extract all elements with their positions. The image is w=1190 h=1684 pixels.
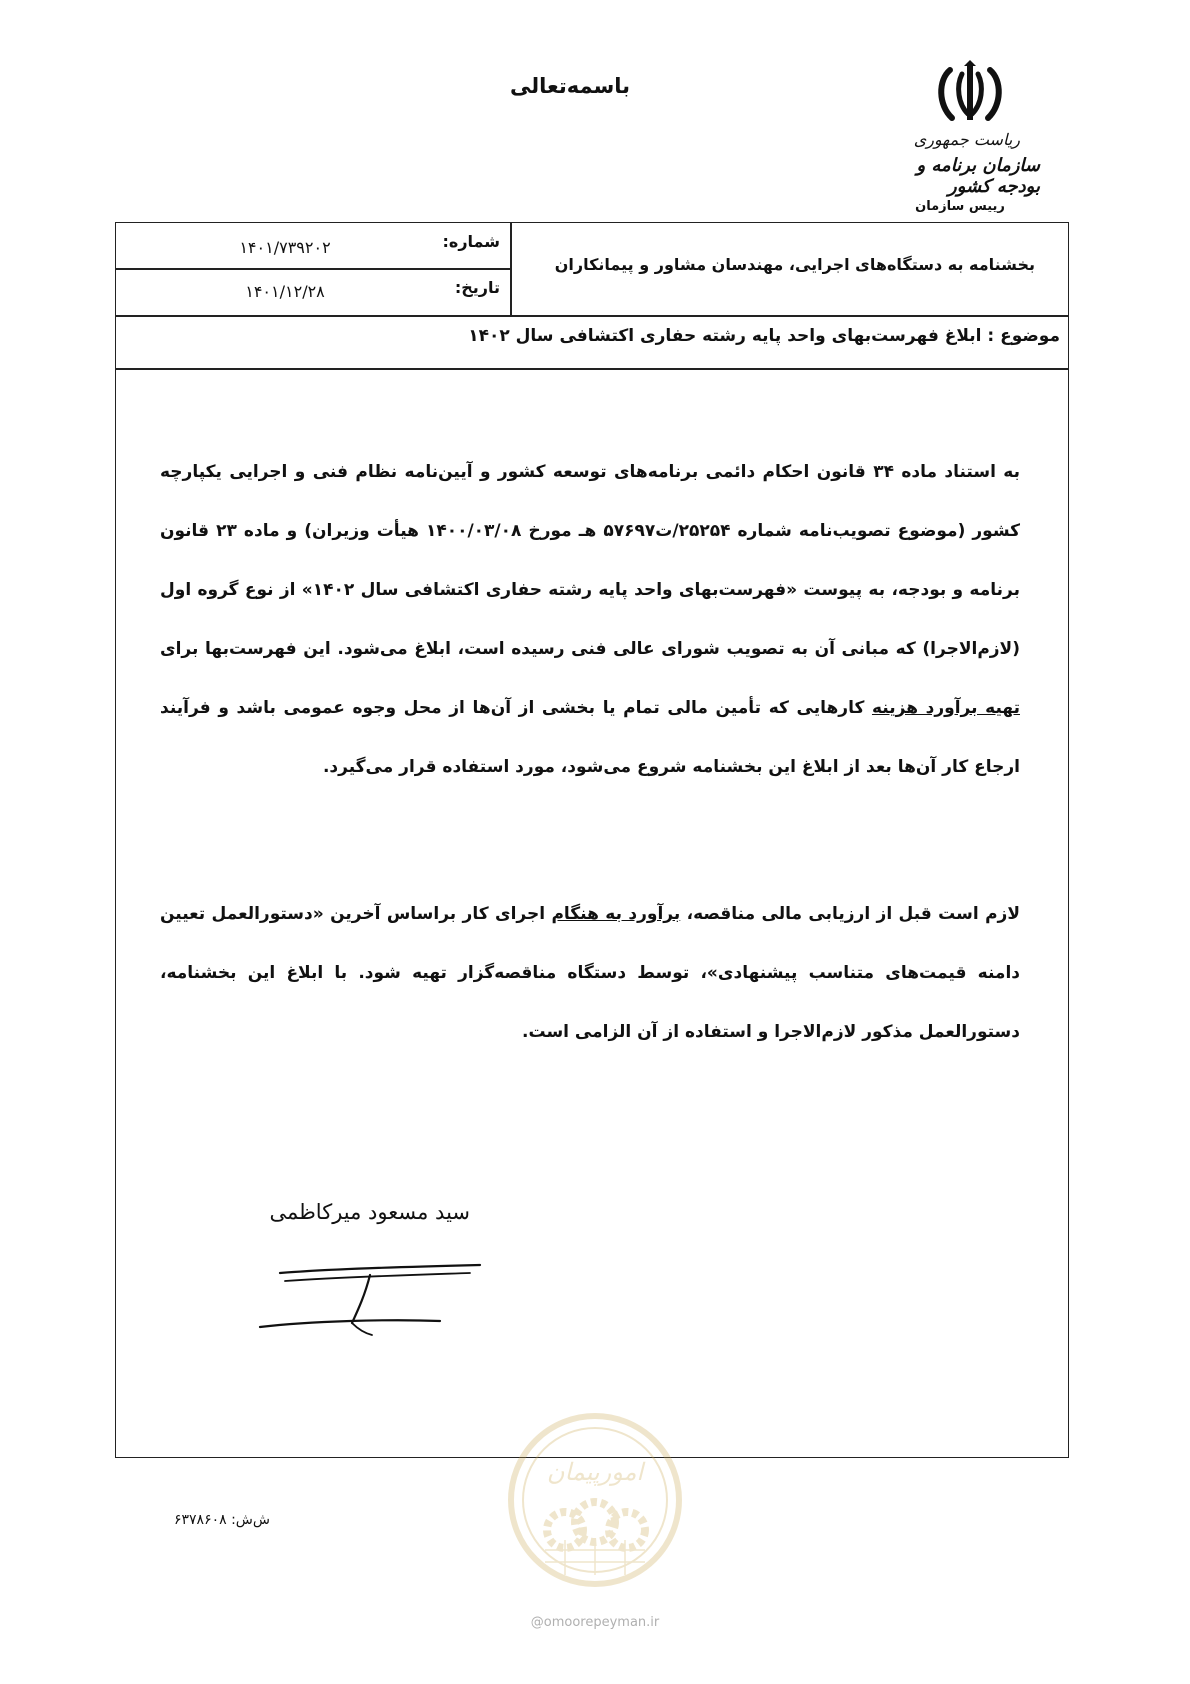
watermark-url: @omoorepeyman.ir (530, 1615, 660, 1630)
date-value: ۱۴۰۱/۱۲/۲۸ (245, 282, 325, 301)
divider (115, 368, 1069, 370)
body-text-run: لازم است قبل از ارزیابی مالی مناقصه، (680, 904, 1020, 924)
watermark-text: امورپیمان (546, 1458, 644, 1486)
body-paragraph-2 (160, 885, 1020, 1062)
signer-name: سید مسعود میرکاظمی (269, 1200, 470, 1224)
org-presidency-label: ریاست جمهوری (913, 130, 1020, 149)
body-paragraph-1 (160, 443, 1020, 797)
recipients-line: بخشنامه به دستگاه‌های اجرایی، مهندسان مشاور و پیمانکاران (554, 255, 1035, 274)
footer-code: ش‌ش: ۶۳۷۸۶۰۸ (174, 1512, 270, 1528)
body-text-run: به استناد ماده ۳۴ قانون احکام دائمی برنامه‌های توسعه کشور و آیین‌نامه نظام فنی و اجرایی یکپارچه کشور (موضوع تصویب‌نامه شماره ۲۵۲۵۴/ت۵۷۶۹۷ هـ مورخ ۱۴۰۰/۰۳/۰۸ هیأت وزیران) و ماده ۲۳ قانون برنامه و بودجه، به پیوست «فهرست‌بهای واحد پایه رشته حفاری اکتشافی سال ۱۴۰۲» از نوع گروه اول (لازم‌الاجرا) که مبانی آن به تصویب شورای عالی فنی رسیده است، ابلاغ می‌شود. این فهرست‌بها برای (160, 462, 1021, 659)
subject-line: موضوع : ابلاغ فهرست‌بهای واحد پایه رشته حفاری اکتشافی سال ۱۴۰۲ (468, 326, 1060, 346)
bismillah-heading: باسمه‌تعالی (510, 74, 630, 98)
number-value: ۱۴۰۱/۷۳۹۲۰۲ (239, 238, 331, 257)
watermark-logo-icon (505, 1410, 685, 1590)
divider (115, 268, 510, 270)
underlined-phrase: برآورد به هنگام (551, 904, 681, 924)
underlined-phrase: تهیه برآورد هزینه (871, 698, 1020, 718)
body-text-run: اجرای کار براساس آخرین «دستورالعمل تعیین دامنه قیمت‌های متناسب پیشنهادی»، توسط دستگاه مناقصه‌گزار تهیه شود. با ابلاغ این بخشنامه، دستورالعمل مذکور لازم‌الاجرا و استفاده از آن الزامی است. (160, 904, 1020, 1042)
org-head-label: رییس سازمان (915, 199, 1005, 214)
body-text-run: کارهایی که تأمین مالی تمام یا بخشی از آن‌ها از محل وجوه عمومی باشد و فرآیند ارجاع کار آن‌ها بعد از ابلاغ این بخشنامه شروع می‌شود، مورد استفاده قرار می‌گیرد. (160, 698, 1020, 777)
date-label: تاریخ: (454, 278, 500, 297)
org-name-label: سازمان برنامه و بودجه کشور (916, 155, 1040, 197)
divider (510, 222, 512, 315)
divider (115, 315, 1069, 317)
iran-emblem-icon (930, 60, 1010, 130)
number-label: شماره: (442, 232, 500, 251)
handwritten-signature (240, 1255, 510, 1345)
